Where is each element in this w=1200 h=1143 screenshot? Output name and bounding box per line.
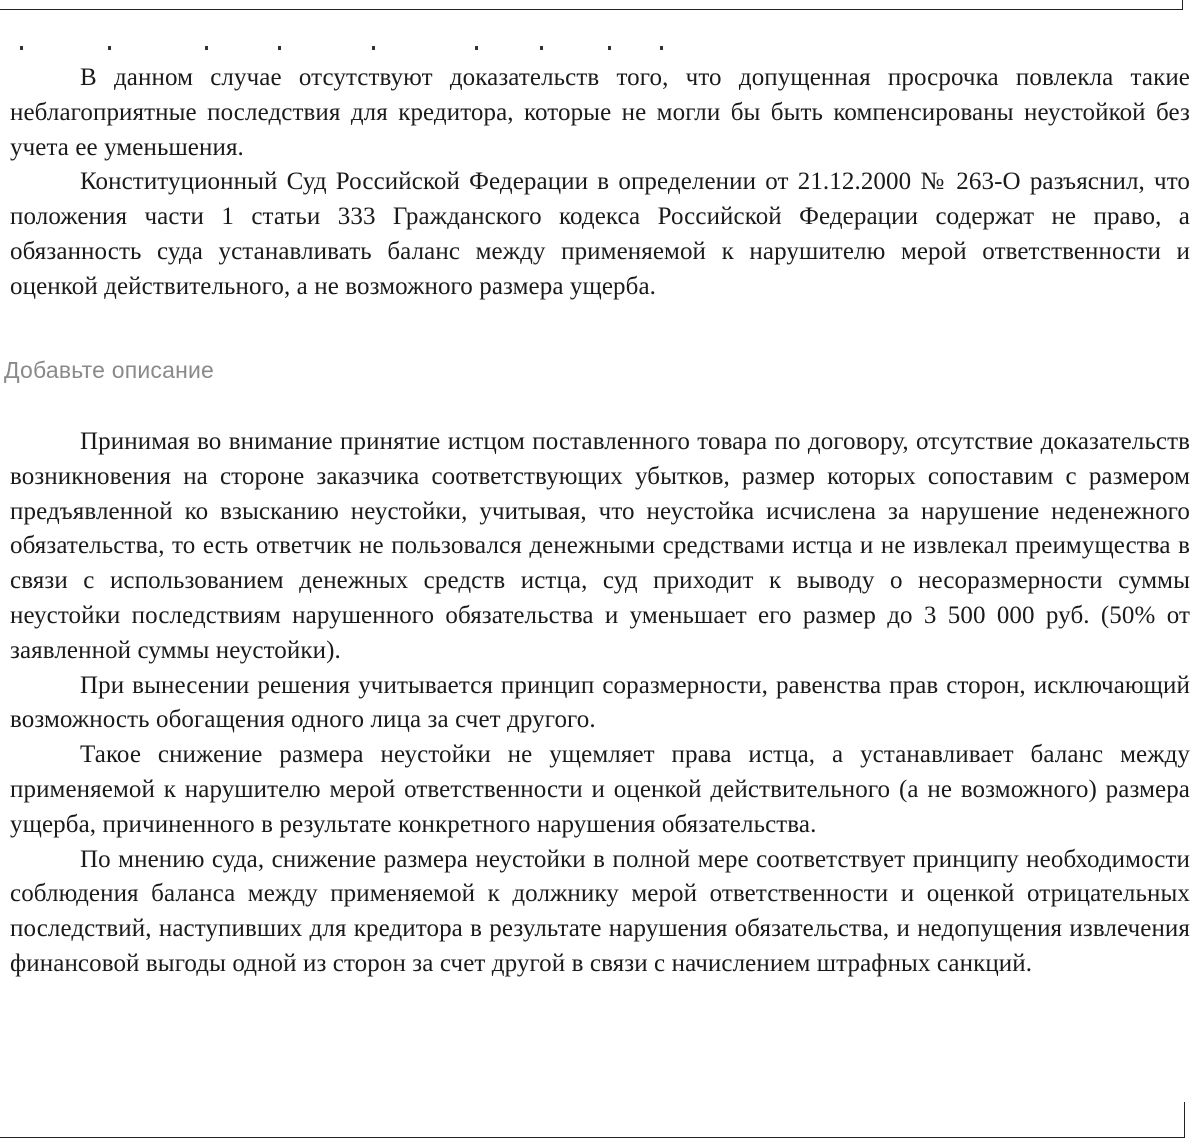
document-image-block-2 bbox=[10, 425, 1190, 982]
paragraph-1: В данном случае отсутствуют доказательств того, что допущенная просрочка повлекла такие неблагоприятные последствия для кредитора, которые не могли бы быть компенсированы неустойкой без учета ее уменьшения. bbox=[10, 64, 1190, 161]
top-divider-tick bbox=[1182, 0, 1183, 10]
paragraph-4: При вынесении решения учитывается принцип соразмерности, равенства прав сторон, исключающий возможность обогащения одного лица за счет другого. bbox=[10, 671, 1190, 734]
paragraph-5: Такое снижение размера неустойки не ущемляет права истца, а устанавливает баланс между применяемой к нарушителю мерой ответственности и оценкой действительного (а не возможного) размера ущерба, причиненного в результате конкретного нарушения обязательства. bbox=[10, 741, 1190, 838]
paragraph-6: По мнению суда, снижение размера неустойки в полной мере соответствует принципу необходимости соблюдения баланса между применяемой к должнику мерой ответственности и оценкой отрицательных последствий, наступивших для кредитора в результате нарушения обязательства, и недопущения извлечения финансовой выгоды одной из сторон за счет другой в связи с начислением штрафных санкций. bbox=[10, 845, 1190, 977]
paragraph-3: Принимая во внимание принятие истцом поставленного товара по договору, отсутствие доказательств возникновения на стороне заказчика соответствующих убытков, размер которых сопоставим с размером предъявленной ко взысканию неустойки, учитывая, что неустойка исчислена за нарушение неденежного обязательства, то есть ответчик не пользовался денежными средствами истца и не извлекал преимущества в связи с использованием денежных средств истца, суд приходит к выводу о несоразмерности суммы неустойки последствиям нарушенного обязательства и уменьшает его размер до 3 500 000 руб. (50% от заявленной суммы неустойки). bbox=[10, 428, 1190, 664]
bottom-divider-line bbox=[0, 1137, 1184, 1138]
bottom-divider-tick bbox=[1184, 1102, 1185, 1138]
image-caption-placeholder[interactable]: Добавьте описание bbox=[4, 357, 215, 383]
document-image-block-1 bbox=[10, 61, 1190, 305]
top-divider-line bbox=[0, 9, 1182, 10]
cropped-text-fragment bbox=[20, 40, 720, 52]
paragraph-2: Конституционный Суд Российской Федерации в определении от 21.12.2000 № 263-О разъяснил, что положения части 1 статьи 333 Гражданского кодекса Российской Федерации содержат не право, а обязанность суда устанавливать баланс между применяемой к нарушителю мерой ответственности и оценкой действительного, а не возможного размера ущерба. bbox=[10, 168, 1190, 300]
